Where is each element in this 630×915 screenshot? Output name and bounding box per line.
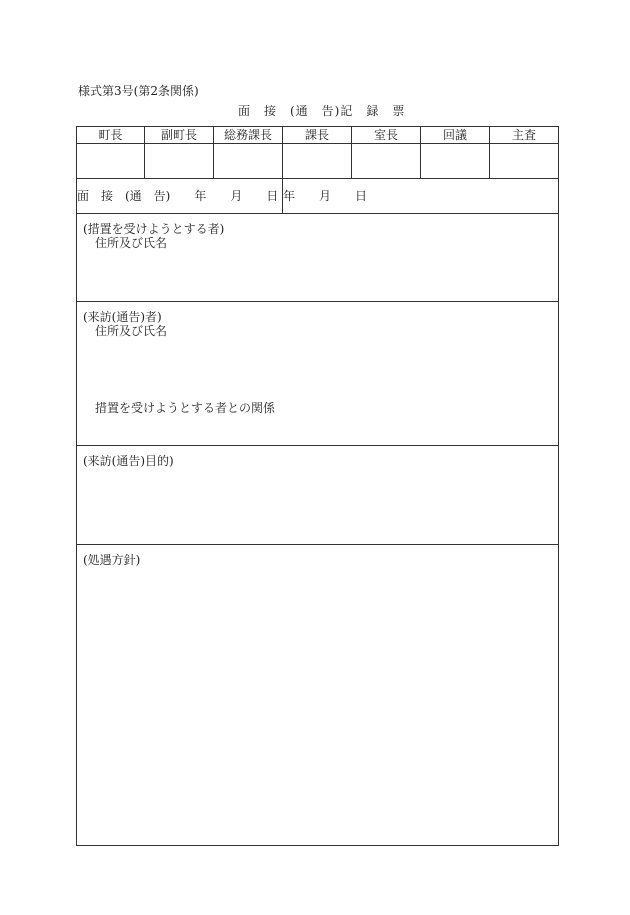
approval-stamp-row (77, 144, 559, 179)
policy-heading: (処遇方針) (83, 553, 141, 567)
stamp-box[interactable] (77, 144, 145, 179)
approval-header-cell: 副町長 (145, 127, 214, 144)
subject-section-row (77, 214, 559, 302)
stamp-box[interactable] (145, 144, 214, 179)
secondary-date-label: 年 月 日 (283, 189, 368, 203)
policy-section[interactable] (77, 545, 559, 846)
date-row (77, 179, 559, 214)
visitor-heading: (来訪(通告)者) (83, 310, 162, 324)
subject-section[interactable] (77, 214, 559, 302)
visitor-section-row (77, 302, 559, 446)
approval-header-cell: 回議 (421, 127, 490, 144)
visitor-address-name-label: 住所及び氏名 (95, 324, 168, 338)
interview-date-field[interactable] (77, 179, 283, 214)
stamp-box[interactable] (421, 144, 490, 179)
stamp-box[interactable] (214, 144, 283, 179)
purpose-section-row (77, 446, 559, 545)
form-number: 様式第3号(第2条関係) (78, 84, 199, 98)
subject-heading: (措置を受けようとする者) (83, 222, 225, 236)
purpose-section[interactable] (77, 446, 559, 545)
approval-header-row (77, 127, 559, 144)
stamp-box[interactable] (352, 144, 421, 179)
approval-header-cell: 町長 (77, 127, 145, 144)
approval-header-cell: 主査 (490, 127, 559, 144)
approval-header-cell: 室長 (352, 127, 421, 144)
visitor-section[interactable] (77, 302, 559, 446)
approval-header-cell: 総務課長 (214, 127, 283, 144)
form-title: 面 接 (通 告)記 録 票 (238, 104, 406, 118)
subject-address-name-label: 住所及び氏名 (95, 236, 168, 250)
approval-header-cell: 課長 (283, 127, 352, 144)
interview-date-label: 面 接 (通 告) 年 月 日 (77, 189, 279, 203)
stamp-box[interactable] (490, 144, 559, 179)
visitor-relation-label: 措置を受けようとする者との関係 (95, 401, 276, 415)
secondary-date-field[interactable] (283, 179, 559, 214)
purpose-heading: (来訪(通告)目的) (83, 454, 174, 468)
record-form-table (76, 126, 559, 846)
stamp-box[interactable] (283, 144, 352, 179)
policy-section-row (77, 545, 559, 846)
